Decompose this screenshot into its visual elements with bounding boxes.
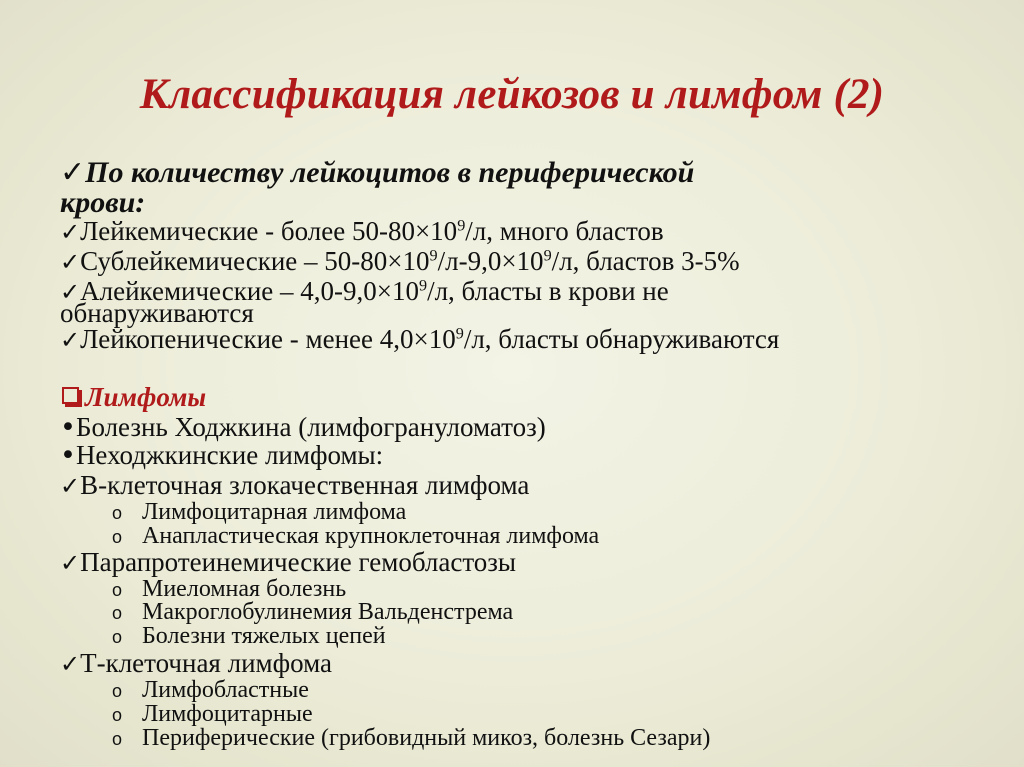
ring-bullet-icon: o (112, 603, 123, 623)
ring-bullet-icon: o (112, 503, 123, 523)
ring-bullet-icon: o (112, 580, 123, 600)
check-mark-icon: ✓ (60, 472, 81, 500)
sub-item: o Миеломная болезнь (112, 576, 347, 602)
check-mark-icon: ✓ (60, 155, 86, 190)
sub-item: o Лимфобластные (112, 677, 309, 703)
box-bullet-icon (62, 387, 79, 404)
list-item: •Неходжкинские лимфомы: (60, 440, 384, 471)
list-item: •Болезнь Ходжкина (лимфогрануломатоз) (60, 412, 546, 443)
sub-item: o Макроглобулинемия Вальденстрема (112, 599, 514, 625)
check-mark-icon: ✓ (60, 549, 81, 577)
list-item: ✓Т-клеточная лимфома (60, 648, 332, 678)
list-item: ✓Сублейкемические – $50-80\times 10^9/л-9,0\times 10^9/л$, бластов 3-5% (60, 246, 740, 276)
section1-heading-cont: крови: (60, 186, 146, 219)
check-mark-icon: ✓ (60, 650, 81, 678)
ring-bullet-icon: o (112, 627, 123, 647)
check-mark-icon: ✓ (60, 326, 81, 354)
list-item: ✓В-клеточная злокачественная лимфома (60, 470, 530, 500)
dot-bullet-icon: • (60, 440, 76, 471)
list-item: ✓Лейкемические - более $50-80\times 10^9/л$, много бластов (60, 216, 664, 246)
ring-bullet-icon: o (112, 681, 123, 701)
check-mark-icon: ✓ (60, 248, 81, 276)
section1-heading: ✓По количеству лейкоцитов в периферической (60, 155, 695, 190)
slide-title: Классификация лейкозов и лимфом (2) (139, 71, 885, 118)
ring-bullet-icon: o (112, 729, 123, 749)
check-mark-icon: ✓ (60, 218, 81, 246)
list-item: ✓Алейкемические – $4,0-9,0\times 10^9/л$, бласты в крови не (60, 276, 669, 306)
ring-bullet-icon: o (112, 527, 123, 547)
ring-bullet-icon: o (112, 705, 123, 725)
list-item: ✓Лейкопенические - менее $4,0\times 10^9/л$, бласты обнаруживаются (60, 324, 780, 354)
section2-heading: Лимфомы (62, 384, 206, 411)
list-item: ✓Парапротеинемические гемобластозы (60, 547, 517, 577)
sub-item: o Болезни тяжелых цепей (112, 623, 386, 649)
dot-bullet-icon: • (60, 412, 76, 443)
check-mark-icon: ✓ (60, 278, 81, 306)
sub-item: o Периферические (грибовидный микоз, болезнь Сезари) (112, 725, 711, 751)
sub-item: o Лимфоцитарные (112, 701, 313, 727)
sub-item: o Лимфоцитарная лимфома (112, 499, 407, 525)
sub-item: o Анапластическая крупноклеточная лимфома (112, 523, 600, 549)
list-item-cont: обнаруживаются (60, 298, 254, 328)
